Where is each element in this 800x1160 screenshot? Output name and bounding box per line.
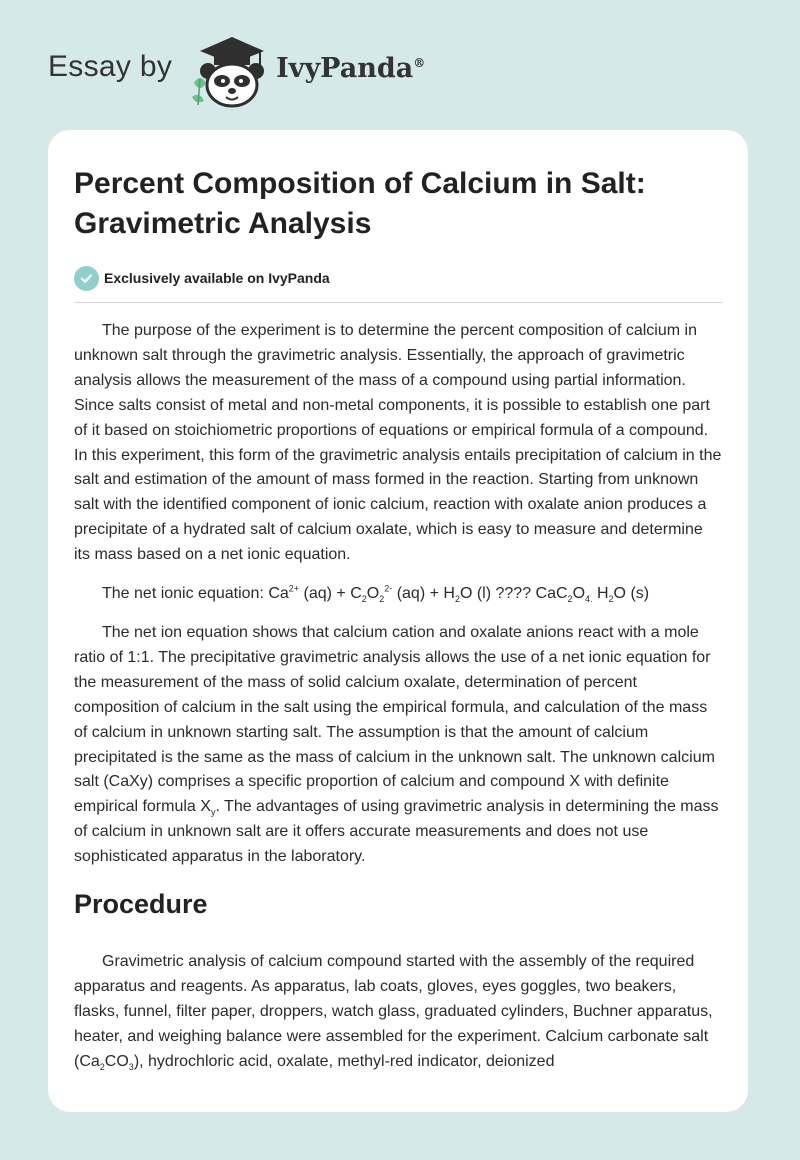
article-card: [48, 130, 748, 1112]
brand-name-text: IvyPanda: [276, 52, 414, 84]
formula-sub: 2: [99, 1061, 105, 1072]
equation-sub: 2: [454, 594, 460, 605]
equation-part: (aq) + C: [299, 585, 362, 603]
equation-lead: The net ionic equation: Ca: [102, 585, 289, 603]
paragraph-text: ), hydrochloric acid, oxalate, methyl-red indicator, deionized: [133, 1052, 555, 1070]
panda-graduate-logo-icon[interactable]: [186, 31, 272, 109]
equation-part: O: [572, 585, 586, 603]
paragraph-text: CO: [104, 1052, 129, 1070]
exclusive-badge: [74, 265, 722, 291]
equation-part: (aq) + H: [392, 585, 455, 603]
paragraph-text: The net ion equation shows that calcium cation and oxalate anions react with a mole ratio of 1:1. The precipitative gravimetric analysis allows the use of a net ionic equation for the measurement of the mass of solid calcium oxalate, determination of percent composition of calcium in the salt using the empirical formula, and calculation of the mass of calcium in unknown starting salt. The assumption is that the amount of calcium precipitated is the same as the mass of calcium in the unknown salt. The unknown calcium salt (CaXy) comprises a specific proportion of calcium and compound X with definite empirical formula X: [74, 623, 715, 816]
equation-sub: 4.: [585, 594, 593, 605]
paragraph-procedure: [74, 950, 722, 1075]
equation-sub: 2: [608, 594, 614, 605]
divider: [74, 302, 722, 303]
procedure-heading: Procedure: [74, 889, 208, 920]
equation-sub: 2: [567, 594, 573, 605]
equation-part: O (s): [613, 585, 650, 603]
equation-sup: 2+: [288, 583, 300, 594]
article-title: Percent Composition of Calcium in Salt: Gravimetric Analysis: [74, 167, 646, 240]
brand-prefix: Essay by: [48, 50, 173, 83]
paragraph-text: Gravimetric analysis of calcium compound started with the assembly of the required apparatus and reagents. As apparatus, lab coats, gloves, eyes goggles, two beakers, flasks, funnel, filter paper, droppers, watch glass, graduated cylinders, Buchner apparatus, heater, and weighing balance were assembled for the experiment. Calcium carbonate salt (Ca: [74, 953, 713, 1070]
paragraph-text: . The advantages of using gravimetric analysis in determining the mass of calcium in unknown salt are it offers accurate measurements and does not use sophisticated apparatus in the laboratory.: [74, 798, 719, 866]
equation-sub: 2: [379, 594, 385, 605]
paragraph-net-ion: [74, 621, 722, 870]
equation-part: H: [592, 585, 609, 603]
paragraph-intro: The purpose of the experiment is to determine the percent composition of calcium in unknown salt through the gravimetric analysis. Essentially, the approach of gravimetric analysis allows the measurement of the mass of a compound using partial information. Since salts consist of metal and non-metal components, it is possible to establish one part of it based on stoichiometric proportions of equations or empirical formula of a compound. In this experiment, this form of the gravimetric analysis entails precipitation of calcium in the salt and estimation of the amount of mass formed in the reaction. Starting from unknown salt with the identified component of ionic calcium, reaction with oxalate anion produces a precipitate of a hydrated salt of calcium oxalate, which is easy to measure and determine its mass based on a net ionic equation.: [74, 322, 722, 564]
equation-part: O (l) ???? CaC: [459, 585, 568, 603]
brand-name[interactable]: [276, 53, 425, 84]
exclusive-text: Exclusively available on IvyPanda: [104, 270, 330, 286]
formula-sub: 3: [128, 1061, 134, 1072]
formula-sub: y: [210, 807, 216, 818]
registered-mark: ®: [413, 55, 426, 70]
net-ionic-equation: [74, 582, 722, 607]
site-header: [48, 30, 425, 110]
equation-part: O: [366, 585, 380, 603]
equation-sup: 2-: [384, 583, 393, 594]
equation-sub: 2: [361, 594, 367, 605]
check-icon: [74, 266, 99, 291]
